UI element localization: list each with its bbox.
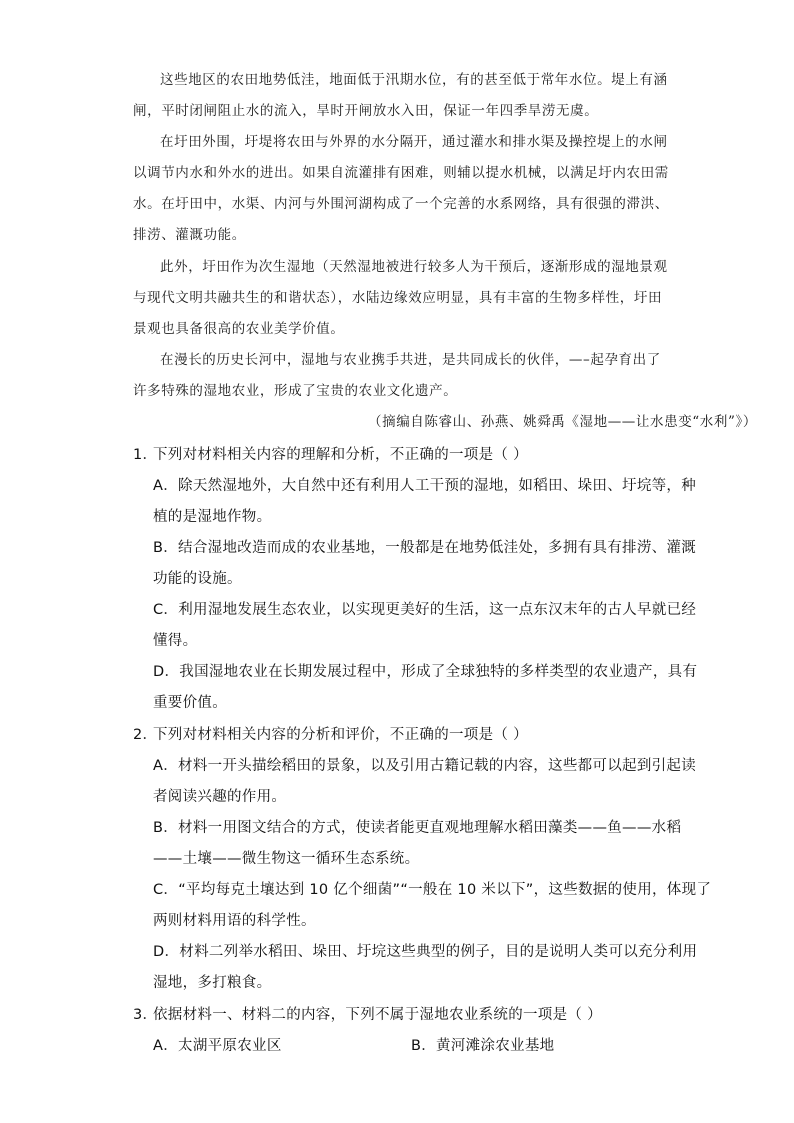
option-a-cont: 植的是湿地作物。 <box>153 509 272 525</box>
option-a: A．太湖平原农业区 <box>153 1038 282 1054</box>
passage-line: 在圩田外围，圩堤将农田与外界的水分隔开，通过灌水和排水渠及操控堤上的水闸 <box>160 134 668 150</box>
passage-line: 与现代文明共融共生的和谐状态），水陆边缘效应明显，具有丰富的生物多样性，圩田 <box>133 290 663 306</box>
option-c-cont: 懂得。 <box>153 633 198 649</box>
passage-source: （摘编自陈睿山、孙燕、姚舜禹《湿地——让水患变“水利”》） <box>368 414 757 430</box>
option-b: B．结合湿地改造而成的农业基地，一般都是在地势低洼处，多拥有具有排涝、灌溉 <box>153 540 697 556</box>
passage-line: 这些地区的农田地势低洼，地面低于汛期水位，有的甚至低于常年水位。堤上有涵 <box>160 72 668 88</box>
passage-line: 在漫长的历史长河中，湿地与农业携手共进，是共同成长的伙伴，—–起孕育出了 <box>160 352 661 368</box>
option-b-cont: ——土壤——微生物这一循环生态系统。 <box>153 851 420 867</box>
passage-line: 闸，平时闭闸阻止水的流入，旱时开闸放水入田，保证一年四季旱涝无虞。 <box>133 103 599 119</box>
passage-line: 水。在圩田中，水渠、内河与外围河湖构成了一个完善的水系网络，具有很强的滞洪、 <box>133 196 669 212</box>
option-c: C．“平均每克土壤达到 10 亿个细菌”“一般在 10 米以下”，这些数据的使用，体现了 <box>153 882 712 898</box>
option-a-cont: 者阅读兴趣的作用。 <box>153 789 287 805</box>
option-d-cont: 湿地，多打粮食。 <box>153 975 272 991</box>
passage-line: 以调节内水和外水的进出。如果自流灌排有困难，则辅以提水机械，以满足圩内农田需 <box>133 165 669 181</box>
option-c: C．利用湿地发展生态农业，以实现更美好的生活，这一点东汉末年的古人早就已经 <box>153 602 697 618</box>
question-stem: 依据材料一、材料二的内容，下列不属于湿地农业系统的一项是（ ） <box>153 1007 602 1023</box>
passage-line: 景观也具备很高的农业美学价值。 <box>133 321 345 337</box>
option-d-cont: 重要价值。 <box>153 695 227 711</box>
option-b-cont: 功能的设施。 <box>153 571 242 587</box>
option-a: A．材料一开头描绘稻田的景象，以及引用古籍记载的内容，这些都可以起到引起读 <box>153 758 697 774</box>
question-number: 1． <box>133 447 158 463</box>
passage-line: 许多特殊的湿地农业，形成了宝贵的农业文化遗产。 <box>133 383 458 399</box>
question-number: 3． <box>133 1007 158 1023</box>
option-d: D．材料二列举水稻田、垛田、圩垸这些典型的例子，目的是说明人类可以充分利用 <box>153 944 698 960</box>
passage-line: 排涝、灌溉功能。 <box>133 227 246 243</box>
option-c-cont: 两则材料用语的科学性。 <box>153 913 316 929</box>
question-number: 2． <box>133 727 158 743</box>
question-stem: 下列对材料相关内容的分析和评价，不正确的一项是（ ） <box>153 727 528 743</box>
option-a: A．除天然湿地外，大自然中还有利用人工干预的湿地，如稻田、垛田、圩垸等，种 <box>153 478 697 494</box>
option-d: D．我国湿地农业在长期发展过程中，形成了全球独特的多样类型的农业遗产，具有 <box>153 664 698 680</box>
passage-line: 此外，圩田作为次生湿地（天然湿地被进行较多人为干预后，逐渐形成的湿地景观 <box>160 259 668 275</box>
question-stem: 下列对材料相关内容的理解和分析，不正确的一项是（ ） <box>153 447 528 463</box>
option-b: B．材料一用图文结合的方式，使读者能更直观地理解水稻田藻类——鱼——水稻 <box>153 820 682 836</box>
option-b: B．黄河滩涂农业基地 <box>411 1038 555 1054</box>
